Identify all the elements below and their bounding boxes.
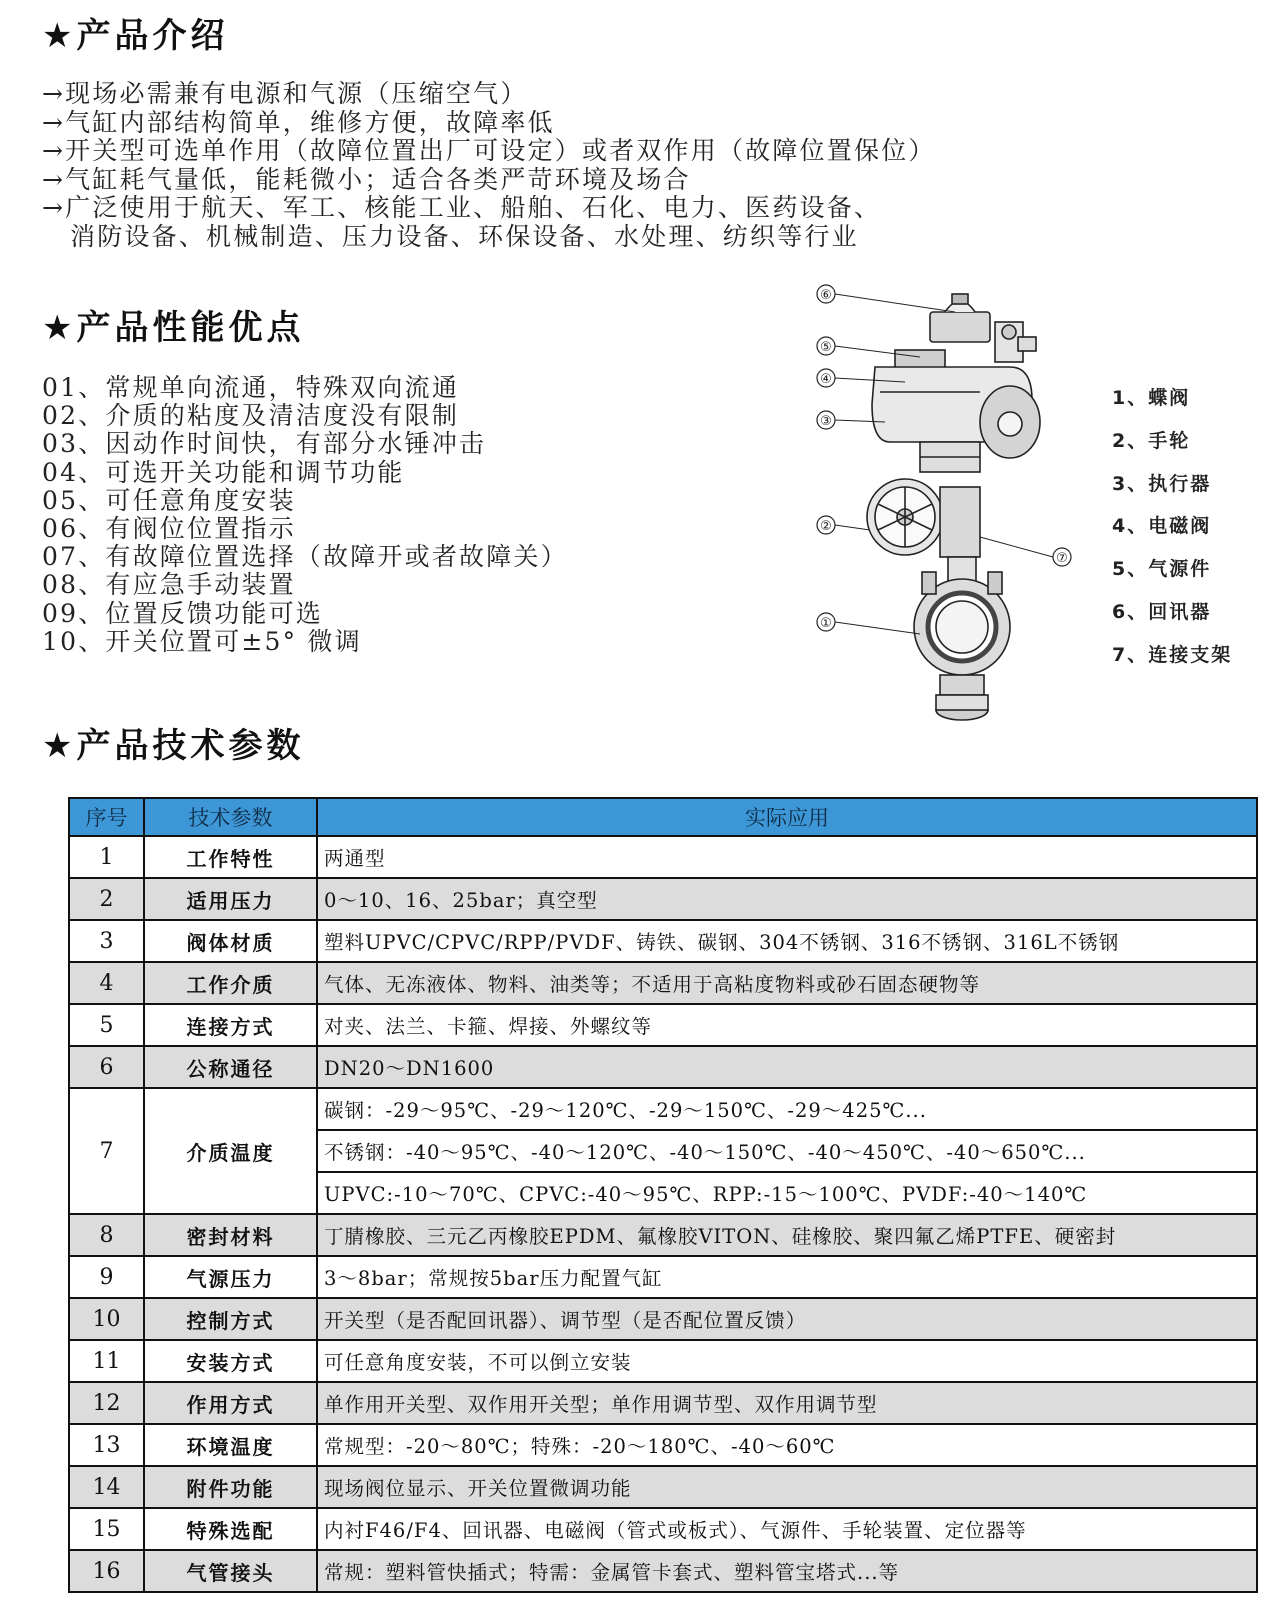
callout-1: [817, 613, 920, 634]
valve-diagram: [810, 282, 1080, 742]
intro-item: →气缸内部结构简单，维修方便，故障率低: [42, 107, 555, 137]
callout-2: [817, 516, 870, 534]
advantage-item: 01、常规单向流通，特殊双向流通: [42, 373, 460, 402]
advantage-item: 03、因动作时间快，有部分水锤冲击: [42, 429, 487, 459]
table-row: 6 公称通径 DN20～DN1600: [69, 1046, 1257, 1088]
advantage-item: 04、可选开关功能和调节功能: [42, 457, 405, 487]
legend-item: 2、手轮: [1112, 429, 1191, 452]
intro-item: 消防设备、机械制造、压力设备、环保设备、水处理、纺织等行业: [70, 221, 859, 251]
svg-text:⑤: ⑤: [820, 340, 832, 355]
callout-6: [817, 285, 955, 312]
intro-item: →广泛使用于航天、军工、核能工业、船舶、石化、电力、医药设备、: [42, 193, 882, 222]
table-row: 7 介质温度 碳钢：-29～95℃、-29～120℃、-29～150℃、-29～425℃...: [69, 1088, 1257, 1130]
advantages-list: [42, 374, 568, 656]
advantage-item: 08、有应急手动装置: [42, 570, 296, 600]
intro-item: →开关型可选单作用（故障位置出厂可设定）或者双作用（故障位置保位）: [42, 136, 936, 165]
advantage-item: 05、可任意角度安装: [42, 485, 296, 515]
table-row: 1 工作特性 两通型: [69, 836, 1257, 878]
table-row: 4 工作介质 气体、无冻液体、物料、油类等；不适用于高粘度物料或砂石固态硬物等: [69, 962, 1257, 1004]
table-row: 14 附件功能 现场阀位显示、开关位置微调功能: [69, 1466, 1257, 1508]
legend-item: 4、电磁阀: [1112, 515, 1212, 538]
spec-table: [68, 797, 1258, 1593]
legend-item: 3、执行器: [1112, 472, 1212, 495]
intro-list: [42, 80, 936, 251]
advantage-item: 02、介质的粘度及清洁度没有限制: [42, 401, 460, 431]
legend-item: 1、蝶阀: [1112, 387, 1191, 409]
table-row: 10 控制方式 开关型（是否配回讯器）、调节型（是否配位置反馈）: [69, 1298, 1257, 1340]
advantage-item: 10、开关位置可±5° 微调: [42, 626, 362, 656]
advantage-item: 09、位置反馈功能可选: [42, 598, 324, 628]
header-application: 实际应用: [317, 798, 1257, 836]
component-legend: [1112, 377, 1232, 677]
header-no: 序号: [69, 798, 144, 836]
legend-item: 6、回讯器: [1112, 600, 1212, 623]
table-row: 2 适用压力 0～10、16、25bar；真空型: [69, 878, 1257, 920]
table-row: 12 作用方式 单作用开关型、双作用开关型；单作用调节型、双作用调节型: [69, 1382, 1257, 1424]
table-row: 16 气管接头 常规：塑料管快插式；特需：金属管卡套式、塑料管宝塔式...等: [69, 1550, 1257, 1592]
section-title-intro: ★产品介绍: [42, 16, 229, 56]
section-title-tech: ★产品技术参数: [42, 726, 305, 766]
intro-item: →气缸耗气量低，能耗微小；适合各类严苛环境及场合: [42, 164, 691, 194]
svg-text:④: ④: [820, 372, 832, 387]
advantage-item: 07、有故障位置选择（故障开或者故障关）: [42, 542, 568, 572]
table-row: 9 气源压力 3～8bar；常规按5bar压力配置气缸: [69, 1256, 1257, 1298]
advantage-item: 06、有阀位位置指示: [42, 514, 296, 544]
table-row: 11 安装方式 可任意角度安装，不可以倒立安装: [69, 1340, 1257, 1382]
legend-item: 5、气源件: [1112, 558, 1212, 581]
table-row: 15 特殊选配 内衬F46/F4、回讯器、电磁阀（管式或板式）、气源件、手轮装置、定位器等: [69, 1508, 1257, 1550]
svg-text:③: ③: [820, 414, 832, 429]
limit-switch-box-shape: [930, 312, 990, 342]
intro-item: →现场必需兼有电源和气源（压缩空气）: [42, 79, 528, 108]
table-header-row: [69, 798, 1257, 836]
svg-text:⑦: ⑦: [1056, 551, 1068, 566]
table-subrow: UPVC:-10～70℃、CPVC:-40～95℃、RPP:-15～100℃、PVDF:-40～140℃: [69, 1172, 1257, 1214]
table-row: 3 阀体材质 塑料UPVC/CPVC/RPP/PVDF、铸铁、碳钢、304不锈钢、316不锈钢、316L不锈钢: [69, 920, 1257, 962]
table-row: 8 密封材料 丁腈橡胶、三元乙丙橡胶EPDM、氟橡胶VITON、硅橡胶、聚四氟乙烯PTFE、硬密封: [69, 1214, 1257, 1256]
svg-text:①: ①: [820, 616, 832, 631]
legend-item: 7、连接支架: [1112, 643, 1233, 666]
table-row: 5 连接方式 对夹、法兰、卡箍、焊接、外螺纹等: [69, 1004, 1257, 1046]
table-subrow: 不锈钢：-40～95℃、-40～120℃、-40～150℃、-40～450℃、-40～650℃...: [69, 1130, 1257, 1172]
header-param: 技术参数: [144, 798, 317, 836]
svg-text:②: ②: [820, 519, 832, 534]
section-title-advantages: ★产品性能优点: [42, 308, 305, 348]
svg-text:⑥: ⑥: [820, 288, 832, 303]
table-row: 13 环境温度 常规型：-20～80℃；特殊：-20～180℃、-40～60℃: [69, 1424, 1257, 1466]
callout-7: [980, 537, 1071, 566]
